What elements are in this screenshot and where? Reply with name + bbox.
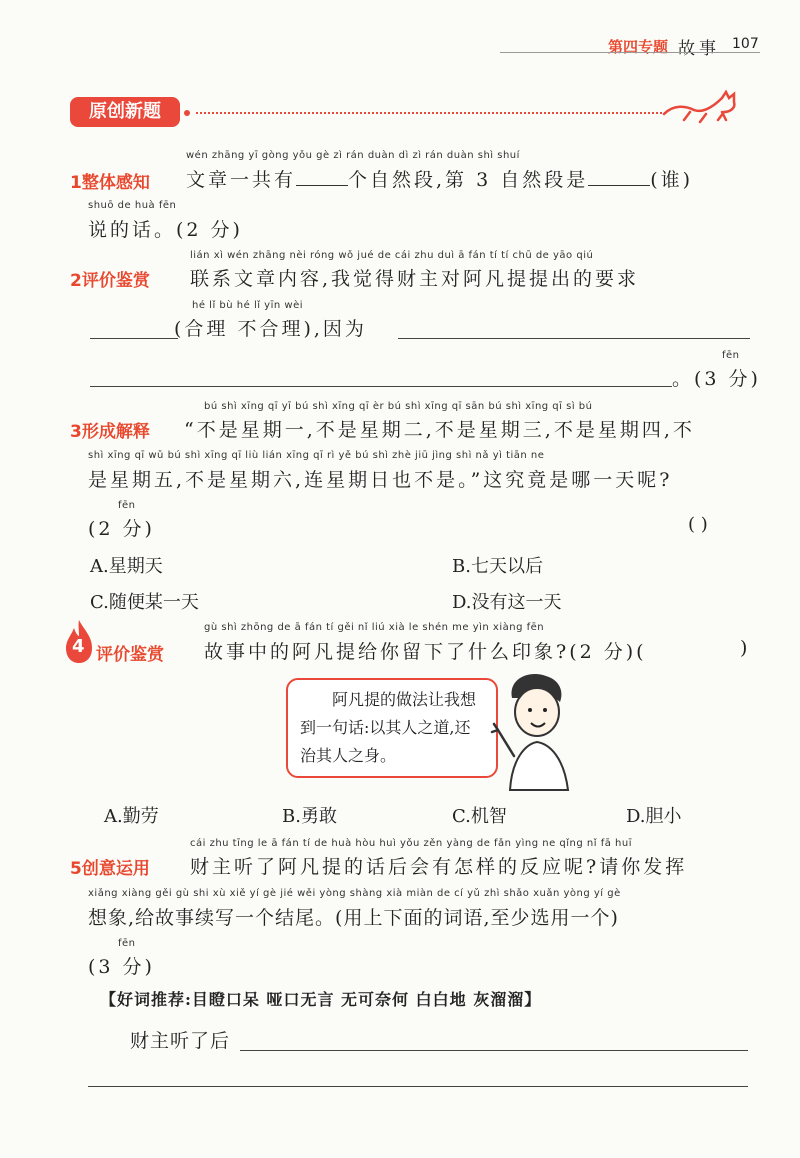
q1-blank-who[interactable]	[588, 185, 650, 186]
q4-paren-end[interactable]: )	[740, 637, 751, 659]
q3-option-c[interactable]: C.随便某一天	[90, 592, 199, 613]
boy-illustration	[490, 668, 580, 792]
q1-text-b: 个自然段,第 3 自然段是	[348, 169, 589, 191]
q1-text-a: 文章一共有	[186, 169, 297, 191]
q1-blank-count[interactable]	[296, 185, 348, 186]
dotted-line	[196, 112, 666, 114]
q5-line-2: 想象,给故事续写一个结尾。(用上下面的词语,至少选用一个)	[88, 907, 619, 929]
q5-line-1: 财主听了阿凡提的话后会有怎样的反应呢?请你发挥	[190, 856, 688, 878]
q4-option-d[interactable]: D.胆小	[626, 806, 682, 827]
q3-line-2: 是星期五,不是星期六,连星期日也不是。”这究竟是哪一天呢?	[88, 469, 673, 491]
q2-blank-reason-1[interactable]	[398, 338, 750, 339]
section-badge: 原创新题	[70, 97, 180, 127]
q5-line-3: (3 分)	[88, 956, 155, 978]
q4-option-a[interactable]: A.勤劳	[104, 806, 159, 827]
q4-number: 4	[72, 636, 85, 657]
q1-text-c: (谁)	[650, 169, 694, 191]
q3-pinyin-1: bú shì xīng qī yī bú shì xīng qī èr bú shì xīng qī sān bú shì xīng qī sì bú	[204, 401, 593, 412]
q2-pinyin-3: fēn	[722, 350, 740, 361]
q3-pinyin-3: fēn	[118, 500, 136, 511]
badge-dot	[184, 110, 190, 116]
q3-option-a[interactable]: A.星期天	[90, 556, 163, 577]
q2-blank-reason-2[interactable]	[90, 386, 672, 387]
q1-line-1	[186, 165, 693, 192]
q2-pinyin-1: lián xì wén zhāng nèi róng wǒ jué de cái zhu duì ā fán tí tí chū de yāo qiú	[190, 250, 594, 261]
q2-pinyin-2: hé lǐ bù hé lǐ yīn wèi	[192, 300, 303, 311]
q3-pinyin-2: shì xīng qī wǔ bú shì xīng qī liù lián xīng qī rì yě bú shì zhè jiū jìng shì nǎ yì tiān ne	[88, 450, 545, 461]
page-number: 107	[732, 36, 759, 52]
q1-pinyin-1: wén zhāng yī gòng yǒu gè zì rán duàn dì zì rán duàn shì shuí	[186, 150, 520, 161]
q3-answer-paren[interactable]: ( )	[688, 514, 708, 535]
q4-option-b[interactable]: B.勇敢	[282, 806, 337, 827]
q2-line-3: 。(3 分)	[672, 368, 761, 390]
cat-icon	[660, 84, 750, 124]
q1-line-2: 说的话。(2 分)	[88, 219, 243, 241]
header-rule	[500, 52, 760, 53]
header-title: 故事	[678, 39, 720, 59]
q5-pinyin-1: cái zhu tīng le ā fán tí de huà hòu huì yǒu zěn yàng de fǎn yìng ne qǐng nǐ fā huī	[190, 838, 632, 849]
q4-option-c[interactable]: C.机智	[452, 806, 507, 827]
q3-option-d[interactable]: D.没有这一天	[452, 592, 562, 613]
q1-label: 1整体感知	[70, 173, 150, 193]
q1-pinyin-2: shuō de huà fēn	[88, 200, 177, 211]
word-recommendations: 【好词推荐:目瞪口呆 哑口无言 无可奈何 白白地 灰溜溜】	[100, 990, 542, 1009]
header-topic: 第四专题	[608, 38, 669, 56]
q3-line-3: (2 分)	[88, 518, 155, 540]
q2-blank-choice[interactable]	[90, 338, 178, 339]
q4-pinyin-1: gù shì zhōng de ā fán tí gěi nǐ liú xià le shén me yìn xiàng fēn	[204, 622, 545, 633]
q2-label: 2评价鉴赏	[70, 271, 150, 291]
q5-pinyin-3: fēn	[118, 938, 136, 949]
q5-answer-line-1[interactable]	[240, 1050, 748, 1051]
q2-line-1: 联系文章内容,我觉得财主对阿凡提提出的要求	[190, 268, 640, 290]
q5-answer-line-2[interactable]	[88, 1086, 748, 1087]
q3-label: 3形成解释	[70, 422, 150, 442]
q2-line-2: (合理 不合理),因为	[174, 318, 367, 340]
q4-line-1: 故事中的阿凡提给你留下了什么印象?(2 分)(	[204, 641, 647, 663]
q3-option-b[interactable]: B.七天以后	[452, 556, 543, 577]
q5-prompt: 财主听了后	[130, 1030, 231, 1052]
q5-pinyin-2: xiǎng xiàng gěi gù shi xù xiě yí gè jié wěi yòng shàng xià miàn de cí yǔ zhì shǎo xuǎn yòng yí gè	[88, 888, 621, 899]
q5-label: 5创意运用	[70, 859, 150, 879]
q4-label: 评价鉴赏	[96, 645, 164, 665]
q3-line-1: “不是星期一,不是星期二,不是星期三,不是星期四,不	[184, 419, 695, 441]
bubble-text: 阿凡提的做法让我想到一句话:以其人之道,还治其人之身。	[300, 690, 477, 765]
